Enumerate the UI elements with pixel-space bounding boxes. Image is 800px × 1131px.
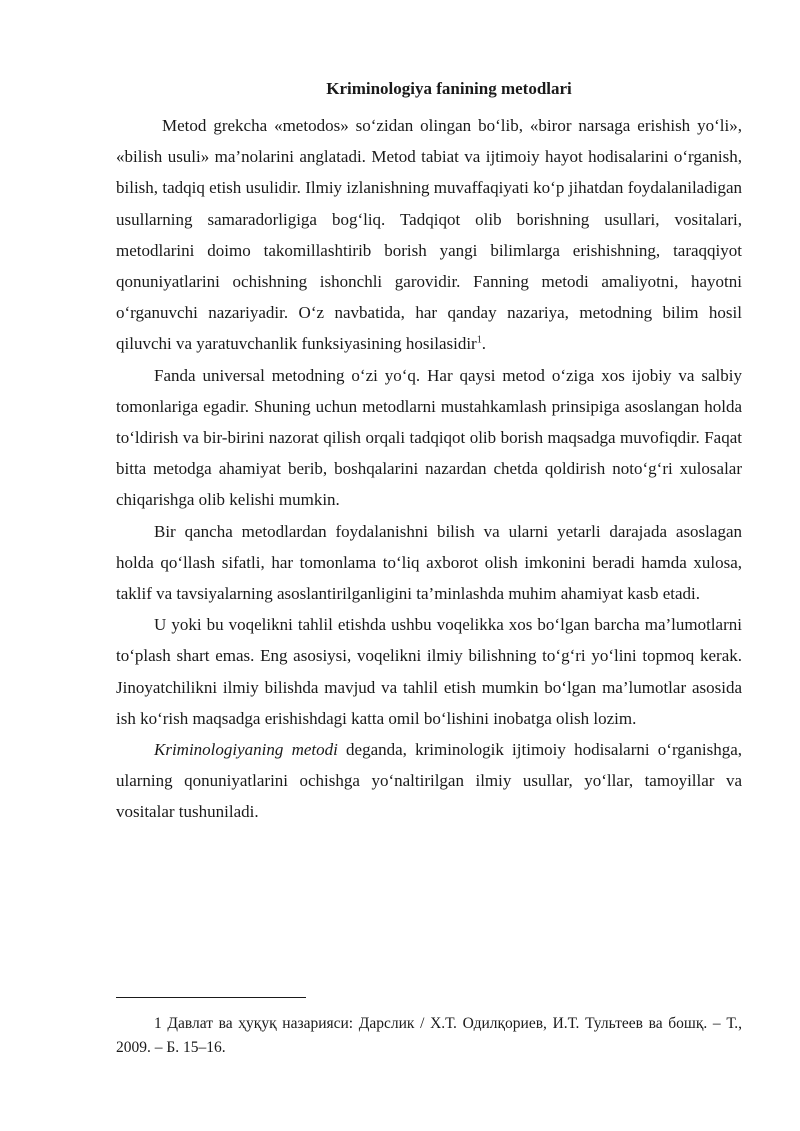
paragraph-5 <box>116 734 742 828</box>
paragraph-1 <box>116 110 742 360</box>
definition-term: Kriminologiyaning metodi <box>154 740 338 760</box>
footnote <box>116 1012 742 1060</box>
paragraph-2: Fanda universal metodning o‘zi yo‘q. Har qaysi metod o‘ziga xos ijobiy va salbiy tomonlariga egadir. Shuning uchun metodlarni mustahkamlash prinsipiga asoslangan holda to‘ldirish va bir-birini nazorat qilish orqali tadqiqot olib borish maqsadga muvofiqdir. Faqat bitta metodga ahamiyat berib, boshqalarini nazardan chetda qoldirish noto‘g‘ri xulosalar chiqarishga olib kelishi mumkin. <box>116 365 742 510</box>
paragraph-1-text: Metod grekcha «metodos» so‘zidan olingan bo‘lib, «biror narsaga erishish yo‘li», «bilish usuli» ma’nolarini anglatadi. Metod tabiat va ijtimoiy hayot hodisalarini o‘rganish, bilish, tadqiq etish usulidir. Ilmiy izlanishning muvaffaqiyati ko‘p jihatdan foydalaniladigan usullarning samaradorligiga bog‘liq. Tadqiqot olib borishning usullari, vositalari, metodlarini doimo takomillashtirib borish yangi bilimlarga erishishning, taraqqiyot qonuniyatlarini ochishning ishonchli garovidir. Fanning metodi amaliyotni, hayotni o‘rganuvchi nazariyadir. O‘z navbatida, har qanday nazariya, metodning bilim hosil qiluvchi va yaratuvchanlik funksiyasining hosilasidir <box>116 116 742 354</box>
footnote-divider <box>116 997 306 998</box>
paragraph-1-tail: . <box>481 334 486 354</box>
paragraph-4: U yoki bu voqelikni tahlil etishda ushbu voqelikka xos bo‘lgan barcha ma’lumotlarni to‘plash shart emas. Eng asosiysi, voqelikni ilmiy bilishning to‘g‘ri yo‘lini topmoq kerak. Jinoyatchilikni ilmiy bilishda mavjud va tahlil etish mumkin bo‘lgan ma’lumotlar asosida ish ko‘rish maqsadga erishishdagi katta omil bo‘lishini inobatga olish lozim. <box>116 615 742 728</box>
page-title: Kriminologiya fanining metodlari <box>326 79 572 98</box>
document-page <box>116 76 742 828</box>
footnote-marker: 1 <box>154 1015 162 1032</box>
footnote-text: Давлат ва ҳуқуқ назарияси: Дарслик / Х.Т. Одилқориев, И.Т. Тультеев ва бошқ. – Т., 2009. – Б. 15–16. <box>116 1015 742 1056</box>
footnote-reference: 1 <box>476 334 482 346</box>
paragraph-3: Bir qancha metodlardan foydalanishni bilish va ularni yetarli darajada asoslagan holda qo‘llash sifatli, har tomonlama to‘liq axborot olish imkonini beradi hamda xulosa, taklif va tavsiyalarning asoslantirilganligini ta’minlashda muhim ahamiyat kasb etadi. <box>116 521 742 604</box>
paragraph-5-text: deganda, kriminologik ijtimoiy hodisalarni o‘rganishga, ularning qonuniyatlarini ochishga yo‘naltirilgan ilmiy usullar, yo‘llar, tamoyillar va vositalar tushuniladi. <box>116 740 742 822</box>
